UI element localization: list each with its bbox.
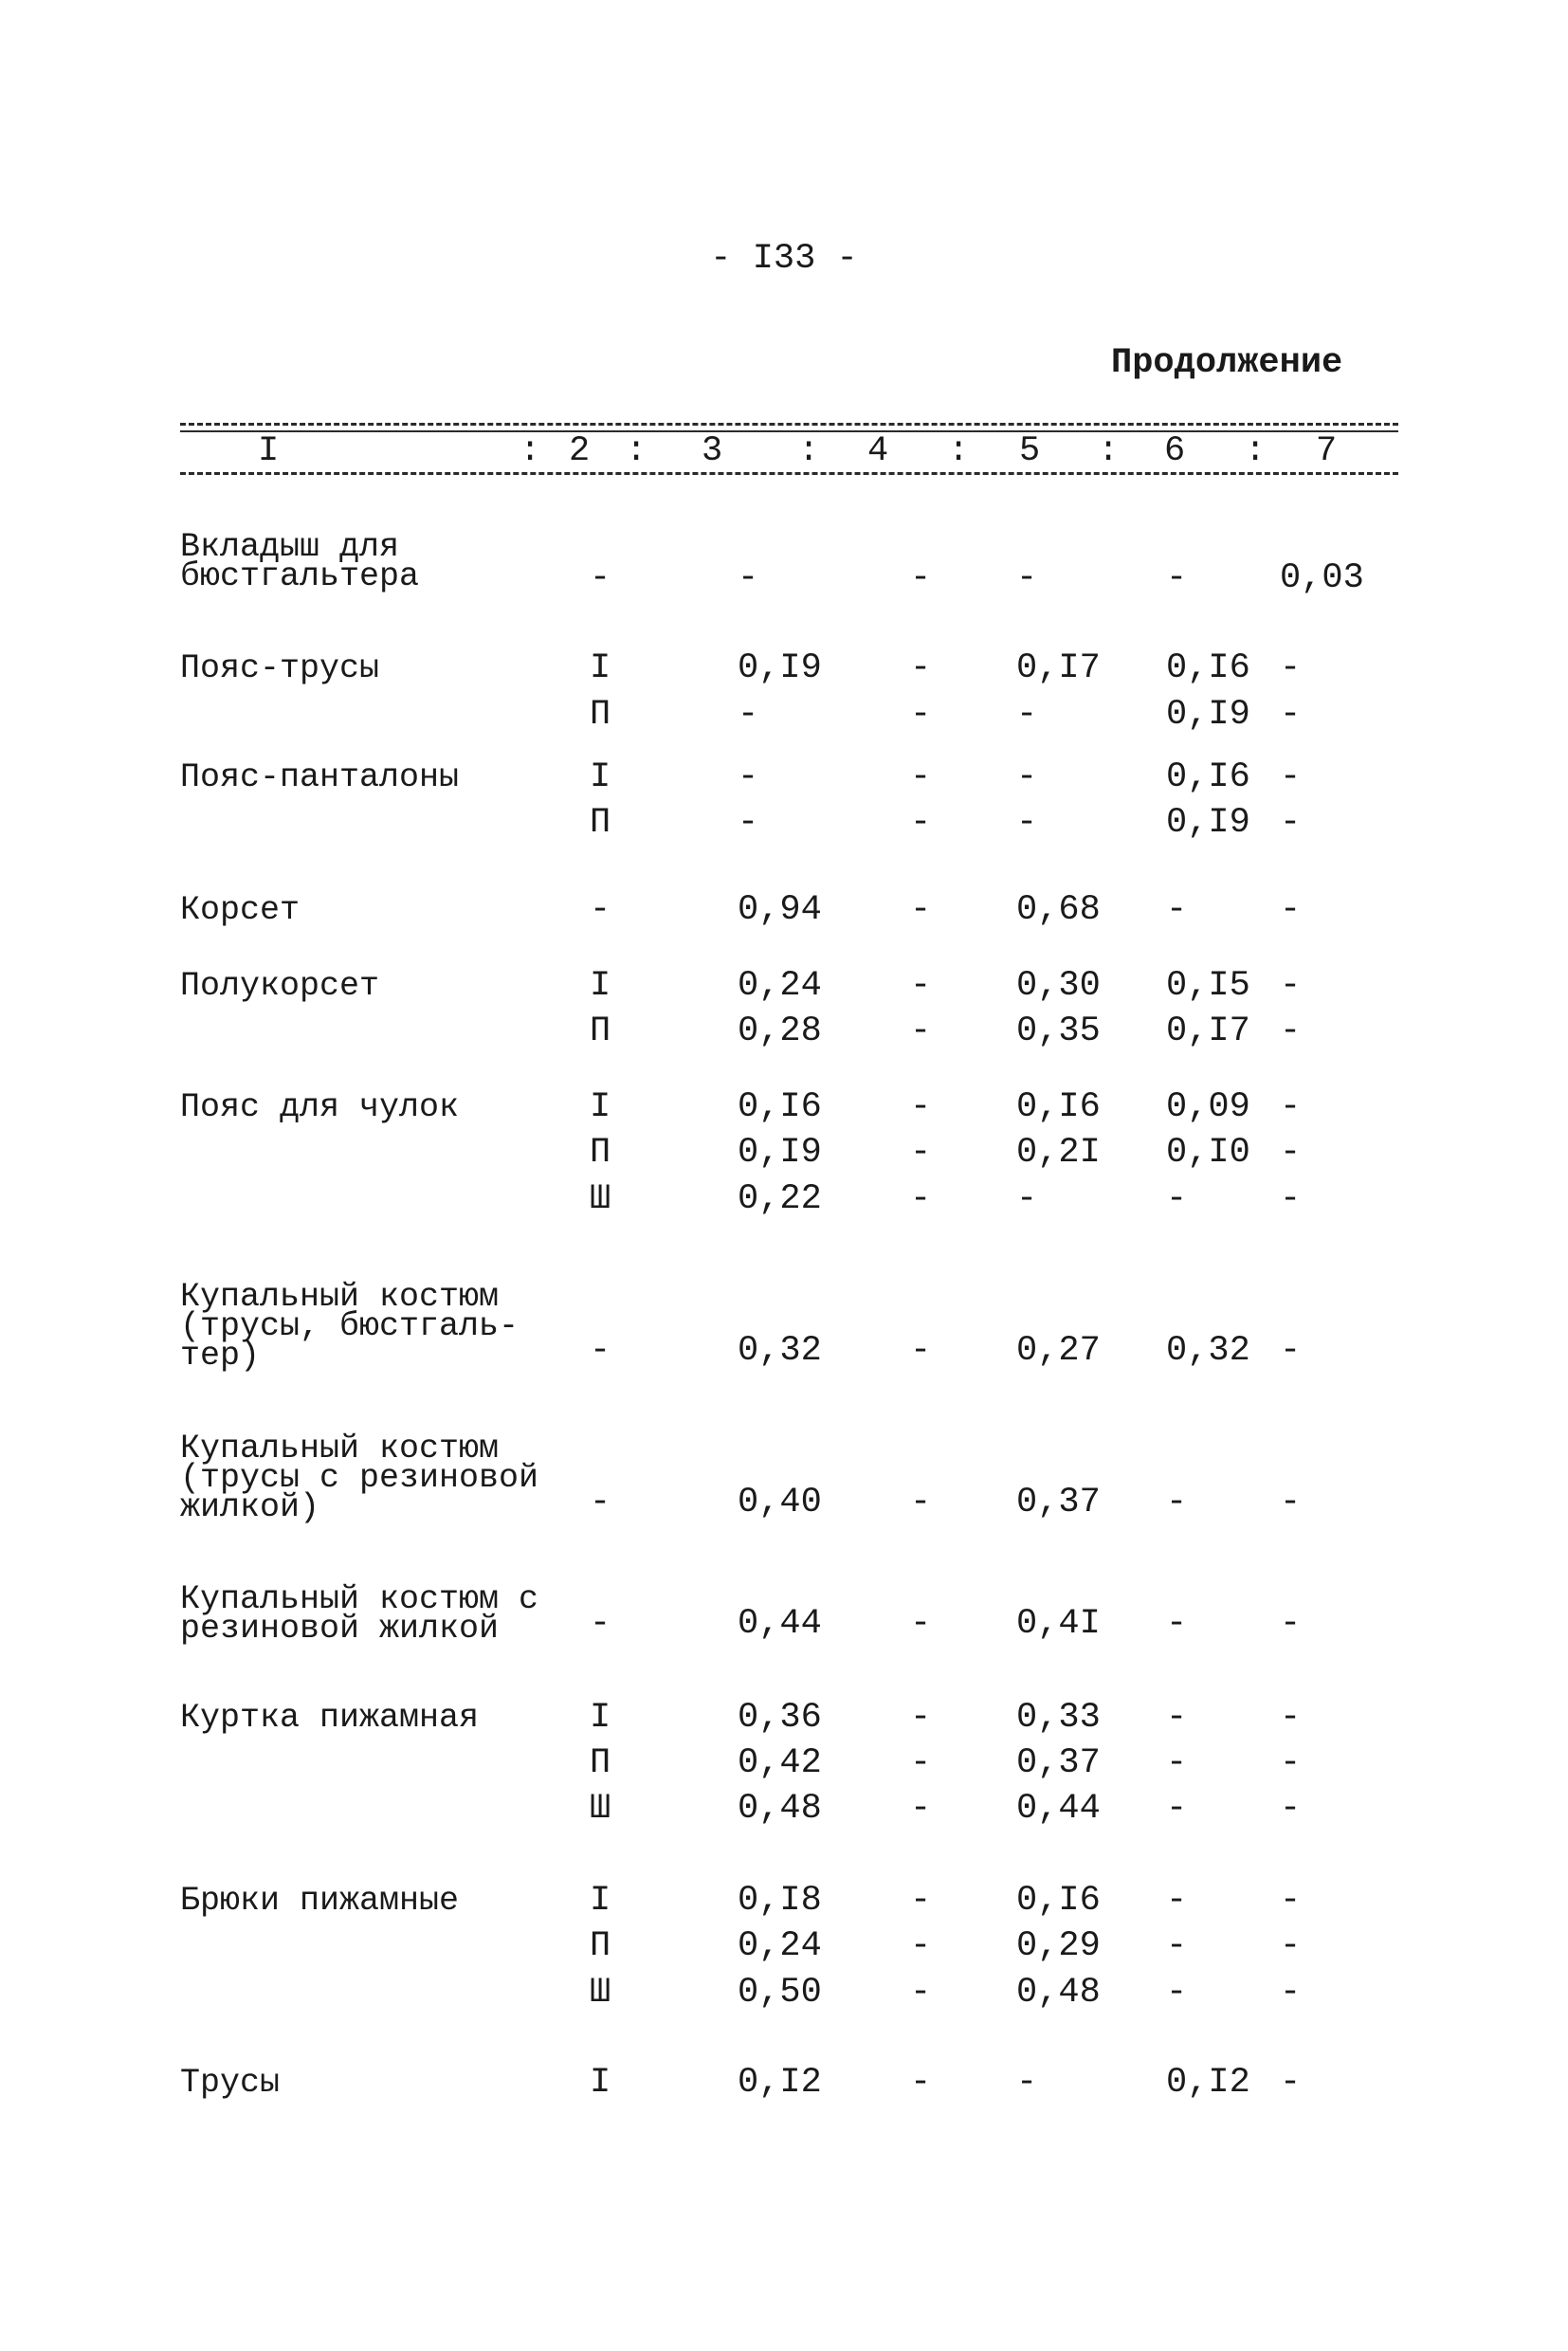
header-sep: : xyxy=(626,431,647,471)
cell-col-2: I xyxy=(590,2063,611,2103)
cell-col-7: - xyxy=(1280,1133,1302,1173)
cell-col-5: 0,35 xyxy=(1016,1011,1101,1051)
cell-col-2: Ш xyxy=(590,1789,611,1829)
cell-col-5: - xyxy=(1016,1179,1038,1219)
cell-col-3: - xyxy=(738,695,759,735)
cell-col-6: 0,I6 xyxy=(1166,757,1250,797)
cell-col-2: I xyxy=(590,1698,611,1738)
header-sep: : xyxy=(1098,431,1120,471)
cell-col-6: 0,09 xyxy=(1166,1087,1250,1127)
cell-col-5: - xyxy=(1016,695,1038,735)
cell-col-7: - xyxy=(1280,1926,1302,1966)
cell-col-5: 0,4I xyxy=(1016,1604,1101,1644)
cell-col-6: - xyxy=(1166,1743,1188,1783)
cell-col-6: 0,I0 xyxy=(1166,1133,1250,1173)
cell-col-5: 0,48 xyxy=(1016,1973,1101,2013)
continuation-label: Продолжение xyxy=(1111,343,1343,383)
cell-col-3: - xyxy=(738,558,759,598)
cell-col-7: - xyxy=(1280,1483,1302,1522)
cell-col-4: - xyxy=(910,757,932,797)
cell-col-7: - xyxy=(1280,695,1302,735)
cell-col-4: - xyxy=(910,1331,932,1371)
cell-col-4: - xyxy=(910,1926,932,1966)
cell-col-3: 0,I6 xyxy=(738,1087,822,1127)
row-name: Вкладыш для бюстгальтера xyxy=(180,528,420,595)
cell-col-2: П xyxy=(590,1743,611,1783)
cell-col-2: П xyxy=(590,803,611,843)
cell-col-2: I xyxy=(590,648,611,688)
cell-col-2: I xyxy=(590,1881,611,1921)
cell-col-3: 0,50 xyxy=(738,1973,822,2013)
cell-col-5: - xyxy=(1016,757,1038,797)
cell-col-3: 0,I9 xyxy=(738,648,822,688)
row-name: Пояс для чулок xyxy=(180,1088,460,1126)
row-name: Полукорсет xyxy=(180,967,380,1005)
cell-col-4: - xyxy=(910,648,932,688)
cell-col-3: 0,44 xyxy=(738,1604,822,1644)
header-col-2: 2 xyxy=(569,431,591,471)
cell-col-5: - xyxy=(1016,803,1038,843)
cell-col-2: - xyxy=(590,1604,611,1644)
cell-col-5: 0,44 xyxy=(1016,1789,1101,1829)
row-name: Трусы xyxy=(180,2064,281,2102)
cell-col-3: 0,36 xyxy=(738,1698,822,1738)
cell-col-2: Ш xyxy=(590,1179,611,1219)
cell-col-4: - xyxy=(910,966,932,1006)
row-name: Корсет xyxy=(180,891,301,929)
cell-col-5: 0,I6 xyxy=(1016,1087,1101,1127)
cell-col-4: - xyxy=(910,1087,932,1127)
cell-col-2: I xyxy=(590,966,611,1006)
cell-col-7: - xyxy=(1280,648,1302,688)
cell-col-6: 0,I5 xyxy=(1166,966,1250,1006)
cell-col-2: П xyxy=(590,695,611,735)
cell-col-6: - xyxy=(1166,1926,1188,1966)
header-sep: : xyxy=(798,431,820,471)
cell-col-3: 0,32 xyxy=(738,1331,822,1371)
row-name: Пояс-панталоны xyxy=(180,758,460,796)
cell-col-4: - xyxy=(910,1973,932,2013)
cell-col-7: - xyxy=(1280,1698,1302,1738)
cell-col-2: I xyxy=(590,757,611,797)
cell-col-6: - xyxy=(1166,1604,1188,1644)
cell-col-4: - xyxy=(910,890,932,930)
cell-col-7: - xyxy=(1280,1881,1302,1921)
cell-col-3: 0,22 xyxy=(738,1179,822,1219)
cell-col-6: 0,I6 xyxy=(1166,648,1250,688)
cell-col-7: - xyxy=(1280,1087,1302,1127)
cell-col-2: П xyxy=(590,1133,611,1173)
cell-col-6: - xyxy=(1166,1973,1188,2013)
cell-col-5: 0,29 xyxy=(1016,1926,1101,1966)
header-col-5: 5 xyxy=(1019,431,1041,471)
cell-col-4: - xyxy=(910,1179,932,1219)
row-name: Брюки пижамные xyxy=(180,1882,460,1920)
cell-col-4: - xyxy=(910,1133,932,1173)
cell-col-2: - xyxy=(590,1331,611,1371)
row-name: Купальный костюм (трусы с резиновой жилкой) xyxy=(180,1430,539,1526)
cell-col-4: - xyxy=(910,1743,932,1783)
cell-col-6: - xyxy=(1166,1881,1188,1921)
cell-col-6: - xyxy=(1166,890,1188,930)
cell-col-5: - xyxy=(1016,2063,1038,2103)
cell-col-5: 0,37 xyxy=(1016,1483,1101,1522)
cell-col-3: 0,48 xyxy=(738,1789,822,1829)
header-sep: : xyxy=(1245,431,1267,471)
cell-col-5: 0,30 xyxy=(1016,966,1101,1006)
header-col-1: I xyxy=(258,431,280,471)
page-number: - I33 - xyxy=(710,239,858,279)
cell-col-7: - xyxy=(1280,803,1302,843)
cell-col-7: - xyxy=(1280,2063,1302,2103)
cell-col-4: - xyxy=(910,1011,932,1051)
row-name: Пояс-трусы xyxy=(180,649,380,687)
row-name: Купальный костюм (трусы, бюстгаль- тер) xyxy=(180,1278,520,1375)
cell-col-5: 0,68 xyxy=(1016,890,1101,930)
cell-col-3: 0,I2 xyxy=(738,2063,822,2103)
header-sep: : xyxy=(948,431,970,471)
cell-col-2: - xyxy=(590,1483,611,1522)
cell-col-2: Ш xyxy=(590,1973,611,2013)
cell-col-3: 0,24 xyxy=(738,1926,822,1966)
cell-col-2: П xyxy=(590,1926,611,1966)
cell-col-4: - xyxy=(910,2063,932,2103)
cell-col-6: - xyxy=(1166,1789,1188,1829)
cell-col-5: 0,33 xyxy=(1016,1698,1101,1738)
cell-col-7: - xyxy=(1280,1973,1302,2013)
cell-col-7: - xyxy=(1280,1743,1302,1783)
cell-col-4: - xyxy=(910,1604,932,1644)
cell-col-4: - xyxy=(910,1881,932,1921)
cell-col-5: 0,37 xyxy=(1016,1743,1101,1783)
cell-col-2: - xyxy=(590,558,611,598)
cell-col-6: 0,32 xyxy=(1166,1331,1250,1371)
cell-col-4: - xyxy=(910,1789,932,1829)
cell-col-6: 0,I7 xyxy=(1166,1011,1250,1051)
cell-col-6: - xyxy=(1166,1698,1188,1738)
row-name: Купальный костюм с резиновой жилкой xyxy=(180,1580,539,1648)
cell-col-3: 0,I8 xyxy=(738,1881,822,1921)
cell-col-6: 0,I2 xyxy=(1166,2063,1250,2103)
cell-col-2: - xyxy=(590,890,611,930)
cell-col-3: 0,28 xyxy=(738,1011,822,1051)
cell-col-7: - xyxy=(1280,1604,1302,1644)
cell-col-7: - xyxy=(1280,1789,1302,1829)
cell-col-3: - xyxy=(738,757,759,797)
cell-col-5: 0,I6 xyxy=(1016,1881,1101,1921)
cell-col-7: - xyxy=(1280,1179,1302,1219)
header-col-7: 7 xyxy=(1316,431,1338,471)
cell-col-3: 0,I9 xyxy=(738,1133,822,1173)
header-col-3: 3 xyxy=(702,431,723,471)
cell-col-3: 0,94 xyxy=(738,890,822,930)
cell-col-7: 0,03 xyxy=(1280,558,1364,598)
cell-col-4: - xyxy=(910,1698,932,1738)
cell-col-4: - xyxy=(910,803,932,843)
header-col-6: 6 xyxy=(1164,431,1186,471)
cell-col-6: 0,I9 xyxy=(1166,695,1250,735)
cell-col-7: - xyxy=(1280,1011,1302,1051)
cell-col-6: - xyxy=(1166,1179,1188,1219)
cell-col-7: - xyxy=(1280,966,1302,1006)
cell-col-4: - xyxy=(910,1483,932,1522)
cell-col-7: - xyxy=(1280,757,1302,797)
cell-col-7: - xyxy=(1280,1331,1302,1371)
cell-col-3: - xyxy=(738,803,759,843)
cell-col-4: - xyxy=(910,558,932,598)
cell-col-6: 0,I9 xyxy=(1166,803,1250,843)
header-sep: : xyxy=(520,431,541,471)
cell-col-3: 0,40 xyxy=(738,1483,822,1522)
header-col-4: 4 xyxy=(867,431,889,471)
cell-col-5: - xyxy=(1016,558,1038,598)
cell-col-5: 0,I7 xyxy=(1016,648,1101,688)
cell-col-3: 0,24 xyxy=(738,966,822,1006)
cell-col-5: 0,27 xyxy=(1016,1331,1101,1371)
cell-col-6: - xyxy=(1166,558,1188,598)
cell-col-6: - xyxy=(1166,1483,1188,1522)
cell-col-7: - xyxy=(1280,890,1302,930)
cell-col-2: П xyxy=(590,1011,611,1051)
cell-col-5: 0,2I xyxy=(1016,1133,1101,1173)
row-name: Куртка пижамная xyxy=(180,1699,480,1737)
cell-col-4: - xyxy=(910,695,932,735)
cell-col-2: I xyxy=(590,1087,611,1127)
cell-col-3: 0,42 xyxy=(738,1743,822,1783)
